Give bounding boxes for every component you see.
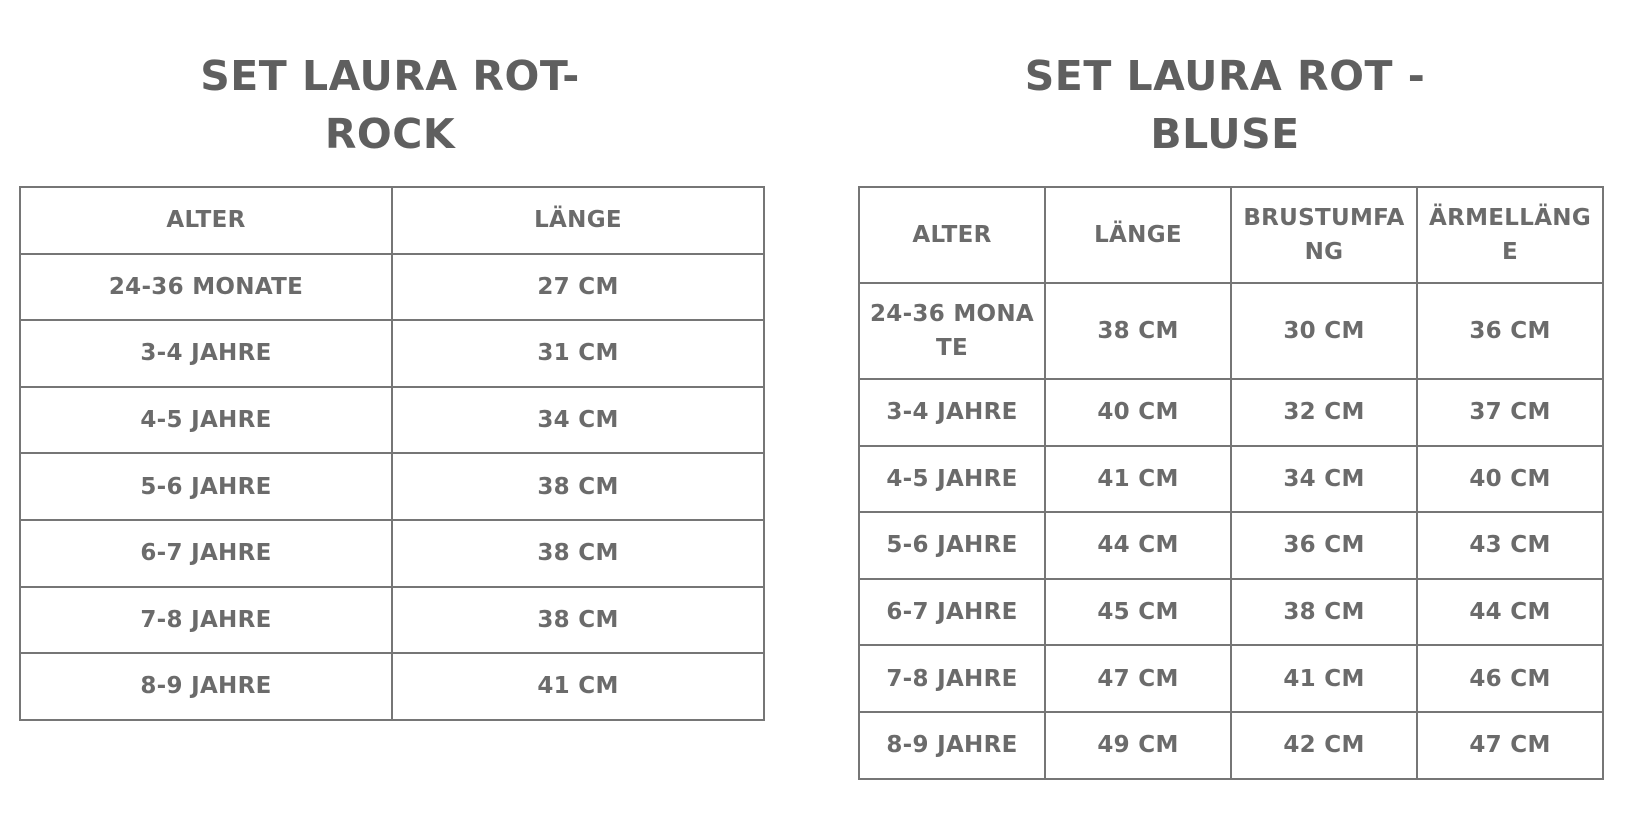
column-header-aermellaenge: ÄRMELLÄNGE (1417, 187, 1603, 283)
cell-aermellaenge: 43 CM (1417, 512, 1603, 579)
table-row (859, 579, 1603, 646)
cell-laenge: 38 CM (392, 587, 764, 654)
cell-alter: 5-6 JAHRE (20, 453, 392, 520)
cell-laenge: 38 CM (1045, 283, 1231, 379)
table-row (20, 387, 764, 454)
cell-laenge: 40 CM (1045, 379, 1231, 446)
cell-brustumfang: 34 CM (1231, 446, 1417, 513)
column-header-laenge: LÄNGE (1045, 187, 1231, 283)
bluse-title-line-1: SET LAURA ROT - (1024, 52, 1426, 100)
cell-brustumfang: 38 CM (1231, 579, 1417, 646)
table-row (859, 446, 1603, 513)
cell-laenge: 47 CM (1045, 645, 1231, 712)
table-row (859, 645, 1603, 712)
table-row (20, 254, 764, 321)
cell-brustumfang: 32 CM (1231, 379, 1417, 446)
cell-alter: 3-4 JAHRE (859, 379, 1045, 446)
cell-alter: 4-5 JAHRE (859, 446, 1045, 513)
cell-alter: 7-8 JAHRE (20, 587, 392, 654)
cell-alter: 24-36 MONATE (859, 283, 1045, 379)
table-row (859, 712, 1603, 779)
cell-aermellaenge: 46 CM (1417, 645, 1603, 712)
rock-title (90, 47, 690, 163)
cell-alter: 4-5 JAHRE (20, 387, 392, 454)
cell-laenge: 27 CM (392, 254, 764, 321)
table-row (20, 587, 764, 654)
cell-laenge: 41 CM (392, 653, 764, 720)
table-row (20, 653, 764, 720)
cell-alter: 5-6 JAHRE (859, 512, 1045, 579)
cell-alter: 6-7 JAHRE (859, 579, 1045, 646)
cell-aermellaenge: 47 CM (1417, 712, 1603, 779)
rock-size-table (19, 186, 765, 721)
cell-laenge: 38 CM (392, 453, 764, 520)
cell-laenge: 49 CM (1045, 712, 1231, 779)
column-header-alter: ALTER (859, 187, 1045, 283)
cell-aermellaenge: 40 CM (1417, 446, 1603, 513)
cell-alter: 7-8 JAHRE (859, 645, 1045, 712)
table-row (859, 379, 1603, 446)
column-header-brustumfang: BRUSTUMFANG (1231, 187, 1417, 283)
table-row (20, 453, 764, 520)
cell-laenge: 45 CM (1045, 579, 1231, 646)
table-row (20, 520, 764, 587)
cell-alter: 6-7 JAHRE (20, 520, 392, 587)
cell-alter: 8-9 JAHRE (20, 653, 392, 720)
cell-laenge: 38 CM (392, 520, 764, 587)
cell-laenge: 31 CM (392, 320, 764, 387)
bluse-size-table (858, 186, 1604, 780)
table-row (20, 320, 764, 387)
cell-brustumfang: 42 CM (1231, 712, 1417, 779)
cell-alter: 3-4 JAHRE (20, 320, 392, 387)
column-header-laenge: LÄNGE (392, 187, 764, 254)
table-header-row (20, 187, 764, 254)
cell-laenge: 44 CM (1045, 512, 1231, 579)
cell-aermellaenge: 36 CM (1417, 283, 1603, 379)
rock-title-line-2: ROCK (324, 110, 456, 158)
bluse-title (925, 47, 1525, 163)
column-header-alter: ALTER (20, 187, 392, 254)
rock-title-line-1: SET LAURA ROT- (200, 52, 580, 100)
cell-brustumfang: 41 CM (1231, 645, 1417, 712)
cell-laenge: 34 CM (392, 387, 764, 454)
table-row (859, 283, 1603, 379)
bluse-title-line-2: BLUSE (1150, 110, 1300, 158)
cell-laenge: 41 CM (1045, 446, 1231, 513)
cell-brustumfang: 36 CM (1231, 512, 1417, 579)
table-row (859, 512, 1603, 579)
table-header-row (859, 187, 1603, 283)
cell-aermellaenge: 44 CM (1417, 579, 1603, 646)
cell-alter: 8-9 JAHRE (859, 712, 1045, 779)
cell-brustumfang: 30 CM (1231, 283, 1417, 379)
cell-aermellaenge: 37 CM (1417, 379, 1603, 446)
cell-alter: 24-36 MONATE (20, 254, 392, 321)
